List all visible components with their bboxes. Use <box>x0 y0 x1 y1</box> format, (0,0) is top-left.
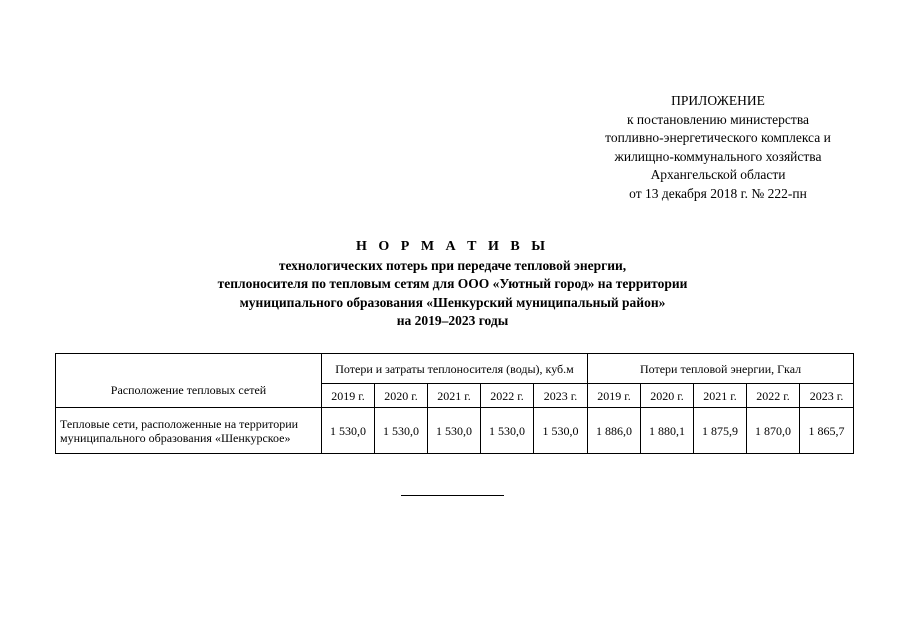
title-line: технологических потерь при передаче тепловой энергии, <box>278 257 627 273</box>
year-header: 2023 г. <box>800 384 854 408</box>
water-loss-cell: 1 530,0 <box>322 408 375 454</box>
appendix-heading: ПРИЛОЖЕНИЕ <box>671 93 765 108</box>
heat-loss-cell: 1 875,9 <box>694 408 747 454</box>
title-main: Н О Р М А Т И В Ы <box>356 239 549 254</box>
water-loss-cell: 1 530,0 <box>375 408 428 454</box>
heat-loss-cell: 1 880,1 <box>641 408 694 454</box>
end-divider-line <box>401 495 504 496</box>
water-loss-cell: 1 530,0 <box>428 408 481 454</box>
appendix-line: жилищно-коммунального хозяйства <box>614 148 822 164</box>
location-cell: Тепловые сети, расположенные на территории муниципального образования «Шенкурское» <box>56 408 322 454</box>
year-header: 2020 г. <box>641 384 694 408</box>
appendix-block <box>560 92 876 203</box>
year-header: 2020 г. <box>375 384 428 408</box>
heat-loss-cell: 1 870,0 <box>747 408 800 454</box>
heat-loss-cell: 1 886,0 <box>588 408 641 454</box>
year-header: 2023 г. <box>534 384 588 408</box>
water-loss-cell: 1 530,0 <box>534 408 588 454</box>
appendix-line: к постановлению министерства <box>626 111 810 127</box>
year-header: 2019 г. <box>588 384 641 408</box>
norms-table <box>55 353 854 454</box>
water-loss-header: Потери и затраты теплоносителя (воды), куб.м <box>322 354 588 384</box>
document-title <box>80 238 825 331</box>
table-header-row <box>56 354 854 384</box>
year-header: 2021 г. <box>694 384 747 408</box>
year-header: 2022 г. <box>481 384 534 408</box>
heat-loss-cell: 1 865,7 <box>800 408 854 454</box>
year-header: 2022 г. <box>747 384 800 408</box>
water-loss-cell: 1 530,0 <box>481 408 534 454</box>
title-line: муниципального образования «Шенкурский муниципальный район» <box>239 294 666 310</box>
appendix-date-line: от 13 декабря 2018 г. № 222-пн <box>629 185 807 201</box>
appendix-line: топливно-энергетического комплекса и <box>605 130 831 145</box>
table-row <box>56 408 854 454</box>
title-line: на 2019–2023 годы <box>396 313 509 328</box>
appendix-line: Архангельской области <box>650 167 786 182</box>
location-header: Расположение тепловых сетей <box>56 354 322 408</box>
title-line: теплоносителя по тепловым сетям для ООО «Уютный город» на территории <box>217 276 688 291</box>
heat-loss-header: Потери тепловой энергии, Гкал <box>588 354 854 384</box>
year-header: 2021 г. <box>428 384 481 408</box>
year-header: 2019 г. <box>322 384 375 408</box>
